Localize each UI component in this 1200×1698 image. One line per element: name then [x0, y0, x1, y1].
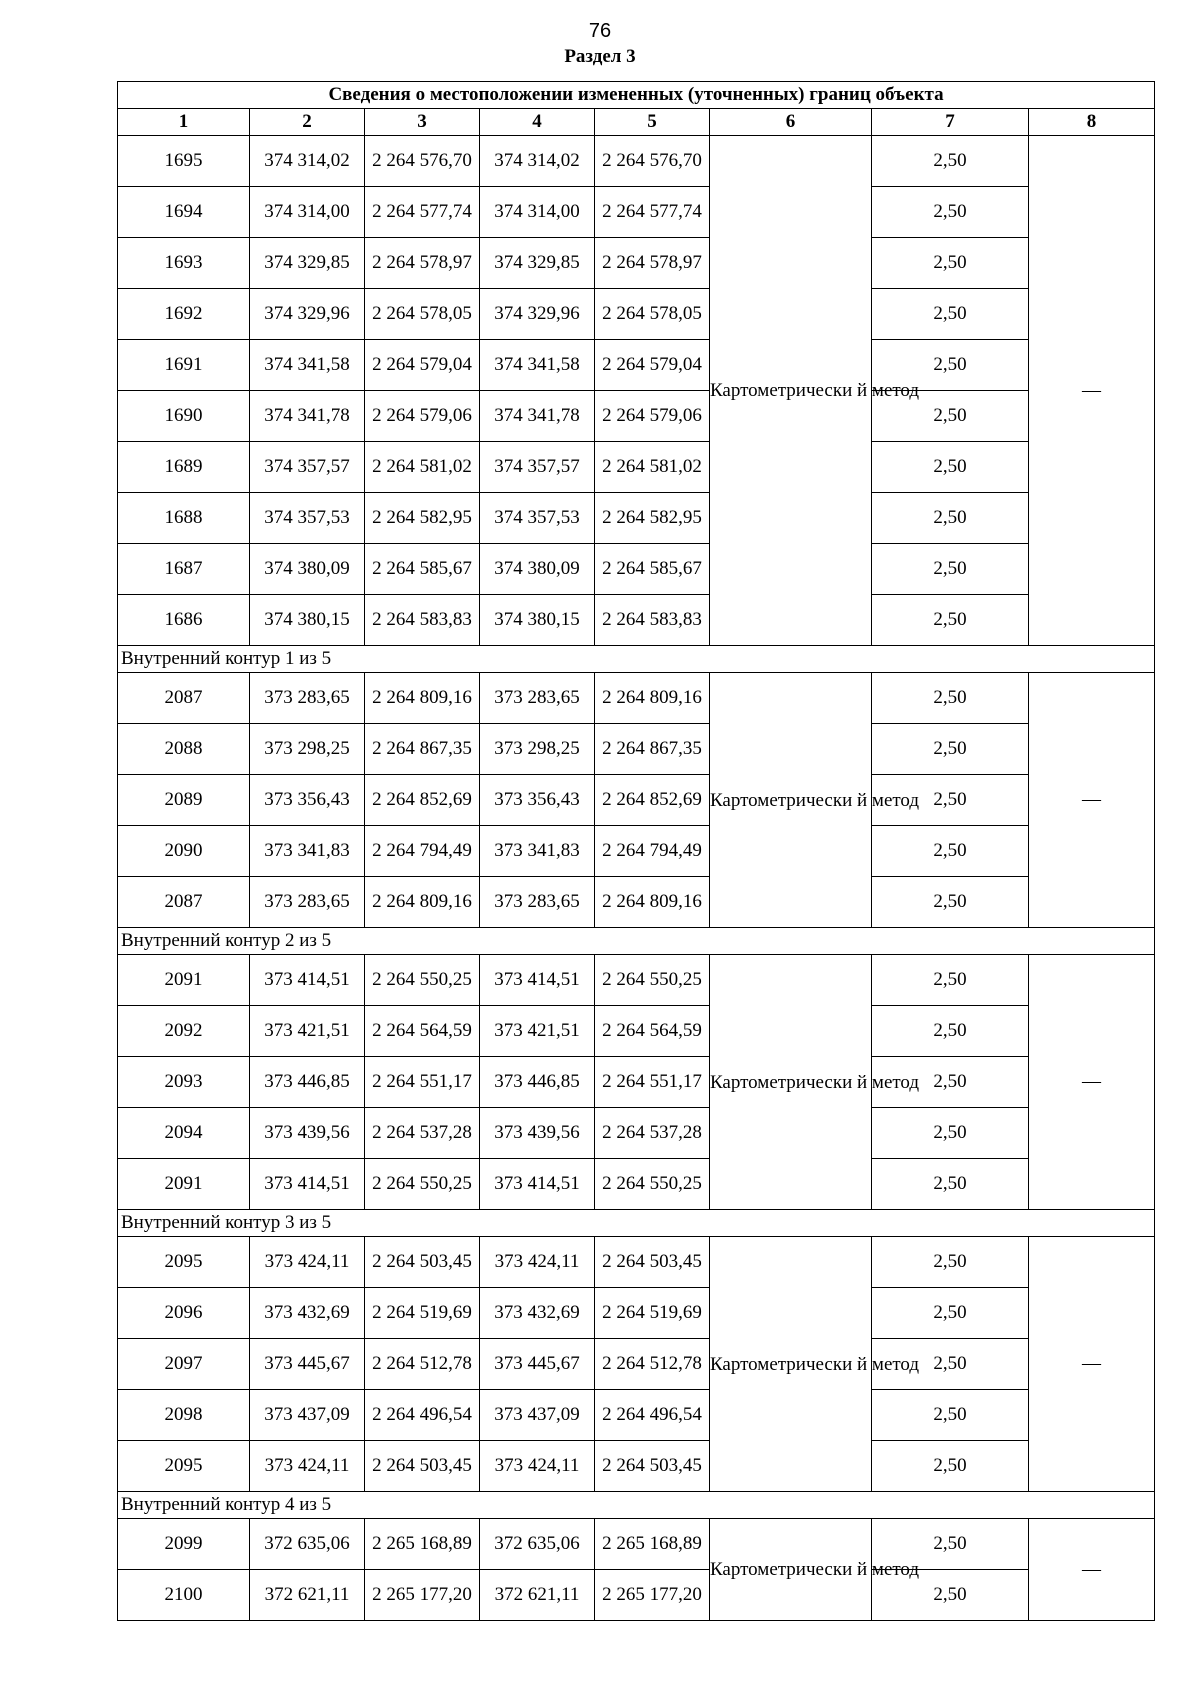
y-coordinate: 2 265 177,20: [365, 1570, 480, 1621]
x-coordinate-new: 373 283,65: [480, 877, 595, 928]
y-coordinate: 2 264 503,45: [365, 1237, 480, 1288]
table-row: [118, 826, 1155, 877]
y-coordinate-new: 2 264 579,04: [595, 340, 710, 391]
point-number: 1692: [118, 289, 250, 340]
x-coordinate: 373 414,51: [250, 955, 365, 1006]
y-coordinate-new: 2 264 537,28: [595, 1108, 710, 1159]
y-coordinate: 2 264 585,67: [365, 544, 480, 595]
point-number: 2092: [118, 1006, 250, 1057]
table-row: [118, 877, 1155, 928]
accuracy-value: 2,50: [872, 1159, 1029, 1210]
x-coordinate: 374 329,85: [250, 238, 365, 289]
table-row: [118, 340, 1155, 391]
x-coordinate-new: 373 446,85: [480, 1057, 595, 1108]
column-8-dash: —: [1029, 955, 1155, 1210]
accuracy-value: 2,50: [872, 877, 1029, 928]
accuracy-value: 2,50: [872, 1108, 1029, 1159]
method-cell: Картометрически й метод: [710, 1237, 872, 1492]
y-coordinate: 2 264 809,16: [365, 673, 480, 724]
accuracy-value: 2,50: [872, 442, 1029, 493]
y-coordinate: 2 264 579,04: [365, 340, 480, 391]
y-coordinate-new: 2 264 551,17: [595, 1057, 710, 1108]
y-coordinate: 2 264 577,74: [365, 187, 480, 238]
accuracy-value: 2,50: [872, 1519, 1029, 1570]
page-number: 76: [588, 20, 612, 42]
x-coordinate: 373 283,65: [250, 673, 365, 724]
x-coordinate-new: 372 621,11: [480, 1570, 595, 1621]
table-row: [118, 724, 1155, 775]
x-coordinate: 374 357,57: [250, 442, 365, 493]
accuracy-value: 2,50: [872, 493, 1029, 544]
y-coordinate: 2 264 496,54: [365, 1390, 480, 1441]
section-title: Раздел 3: [564, 46, 636, 67]
x-coordinate-new: 373 421,51: [480, 1006, 595, 1057]
y-coordinate: 2 264 519,69: [365, 1288, 480, 1339]
point-number: 2090: [118, 826, 250, 877]
x-coordinate-new: 374 314,00: [480, 187, 595, 238]
y-coordinate: 2 264 794,49: [365, 826, 480, 877]
y-coordinate: 2 264 583,83: [365, 595, 480, 646]
table-body: [118, 82, 1155, 1621]
column-number: 7: [872, 109, 1029, 136]
accuracy-value: 2,50: [872, 289, 1029, 340]
y-coordinate-new: 2 264 809,16: [595, 673, 710, 724]
table-row: [118, 1288, 1155, 1339]
method-cell: Картометрически й метод: [710, 1519, 872, 1621]
x-coordinate-new: 373 432,69: [480, 1288, 595, 1339]
y-coordinate: 2 264 582,95: [365, 493, 480, 544]
method-cell: Картометрически й метод: [710, 136, 872, 646]
table-caption: Сведения о местоположении измененных (уточненных) границ объекта: [118, 82, 1155, 109]
x-coordinate-new: 374 341,58: [480, 340, 595, 391]
point-number: 2093: [118, 1057, 250, 1108]
accuracy-value: 2,50: [872, 136, 1029, 187]
accuracy-value: 2,50: [872, 724, 1029, 775]
table-row: [118, 1006, 1155, 1057]
x-coordinate: 373 283,65: [250, 877, 365, 928]
point-number: 2100: [118, 1570, 250, 1621]
table-row: [118, 187, 1155, 238]
x-coordinate-new: 373 356,43: [480, 775, 595, 826]
accuracy-value: 2,50: [872, 595, 1029, 646]
column-8-dash: —: [1029, 1237, 1155, 1492]
point-number: 2098: [118, 1390, 250, 1441]
y-coordinate-new: 2 264 578,05: [595, 289, 710, 340]
column-number: 4: [480, 109, 595, 136]
accuracy-value: 2,50: [872, 187, 1029, 238]
point-number: 1694: [118, 187, 250, 238]
y-coordinate: 2 264 579,06: [365, 391, 480, 442]
x-coordinate-new: 372 635,06: [480, 1519, 595, 1570]
column-8-dash: —: [1029, 673, 1155, 928]
table-row: [118, 136, 1155, 187]
x-coordinate-new: 374 314,02: [480, 136, 595, 187]
accuracy-value: 2,50: [872, 1006, 1029, 1057]
x-coordinate: 373 439,56: [250, 1108, 365, 1159]
x-coordinate: 373 446,85: [250, 1057, 365, 1108]
y-coordinate: 2 264 537,28: [365, 1108, 480, 1159]
accuracy-value: 2,50: [872, 340, 1029, 391]
x-coordinate-new: 373 341,83: [480, 826, 595, 877]
accuracy-value: 2,50: [872, 1390, 1029, 1441]
table-row: [118, 1441, 1155, 1492]
contour-label-row: [118, 1492, 1155, 1519]
y-coordinate-new: 2 264 794,49: [595, 826, 710, 877]
column-number: 1: [118, 109, 250, 136]
point-number: 1691: [118, 340, 250, 391]
point-number: 2087: [118, 877, 250, 928]
x-coordinate-new: 374 329,85: [480, 238, 595, 289]
contour-label-row: [118, 928, 1155, 955]
y-coordinate-new: 2 264 583,83: [595, 595, 710, 646]
column-8-dash: —: [1029, 136, 1155, 646]
y-coordinate-new: 2 264 577,74: [595, 187, 710, 238]
column-number: 2: [250, 109, 365, 136]
y-coordinate: 2 264 578,97: [365, 238, 480, 289]
x-coordinate-new: 374 341,78: [480, 391, 595, 442]
column-number: 5: [595, 109, 710, 136]
point-number: 1687: [118, 544, 250, 595]
y-coordinate-new: 2 264 585,67: [595, 544, 710, 595]
x-coordinate-new: 373 445,67: [480, 1339, 595, 1390]
y-coordinate-new: 2 264 550,25: [595, 1159, 710, 1210]
table-row: [118, 238, 1155, 289]
contour-label: Внутренний контур 4 из 5: [118, 1492, 1155, 1519]
table-row: [118, 775, 1155, 826]
y-coordinate-new: 2 264 496,54: [595, 1390, 710, 1441]
y-coordinate-new: 2 265 168,89: [595, 1519, 710, 1570]
x-coordinate-new: 374 380,15: [480, 595, 595, 646]
x-coordinate: 374 380,09: [250, 544, 365, 595]
x-coordinate: 373 424,11: [250, 1237, 365, 1288]
x-coordinate-new: 373 437,09: [480, 1390, 595, 1441]
y-coordinate-new: 2 264 564,59: [595, 1006, 710, 1057]
boundary-coordinates-table: [117, 81, 1155, 1621]
table-caption-row: [118, 82, 1155, 109]
x-coordinate-new: 373 424,11: [480, 1237, 595, 1288]
table-row: [118, 1057, 1155, 1108]
contour-label: Внутренний контур 2 из 5: [118, 928, 1155, 955]
y-coordinate-new: 2 264 852,69: [595, 775, 710, 826]
table-row: [118, 1108, 1155, 1159]
y-coordinate: 2 264 551,17: [365, 1057, 480, 1108]
table-row: [118, 673, 1155, 724]
accuracy-value: 2,50: [872, 826, 1029, 877]
point-number: 2088: [118, 724, 250, 775]
method-cell: Картометрически й метод: [710, 955, 872, 1210]
y-coordinate-new: 2 264 503,45: [595, 1441, 710, 1492]
point-number: 2089: [118, 775, 250, 826]
table-row: [118, 442, 1155, 493]
column-8-dash: —: [1029, 1519, 1155, 1621]
point-number: 1693: [118, 238, 250, 289]
contour-label: Внутренний контур 3 из 5: [118, 1210, 1155, 1237]
y-coordinate: 2 264 809,16: [365, 877, 480, 928]
y-coordinate: 2 264 852,69: [365, 775, 480, 826]
table-row: [118, 595, 1155, 646]
x-coordinate: 373 414,51: [250, 1159, 365, 1210]
x-coordinate: 373 437,09: [250, 1390, 365, 1441]
x-coordinate: 373 424,11: [250, 1441, 365, 1492]
table-row: [118, 1519, 1155, 1570]
y-coordinate-new: 2 264 579,06: [595, 391, 710, 442]
y-coordinate: 2 264 503,45: [365, 1441, 480, 1492]
x-coordinate: 374 380,15: [250, 595, 365, 646]
x-coordinate: 373 356,43: [250, 775, 365, 826]
table-row: [118, 1237, 1155, 1288]
y-coordinate-new: 2 264 581,02: [595, 442, 710, 493]
x-coordinate-new: 373 414,51: [480, 1159, 595, 1210]
x-coordinate: 374 329,96: [250, 289, 365, 340]
y-coordinate: 2 264 512,78: [365, 1339, 480, 1390]
accuracy-value: 2,50: [872, 1339, 1029, 1390]
x-coordinate: 373 341,83: [250, 826, 365, 877]
column-number: 6: [710, 109, 872, 136]
y-coordinate-new: 2 264 503,45: [595, 1237, 710, 1288]
y-coordinate-new: 2 264 519,69: [595, 1288, 710, 1339]
point-number: 2094: [118, 1108, 250, 1159]
x-coordinate: 373 445,67: [250, 1339, 365, 1390]
table-row: [118, 1570, 1155, 1621]
point-number: 2091: [118, 955, 250, 1006]
accuracy-value: 2,50: [872, 955, 1029, 1006]
table-row: [118, 955, 1155, 1006]
x-coordinate-new: 373 439,56: [480, 1108, 595, 1159]
x-coordinate-new: 373 424,11: [480, 1441, 595, 1492]
x-coordinate: 373 432,69: [250, 1288, 365, 1339]
point-number: 1686: [118, 595, 250, 646]
y-coordinate-new: 2 265 177,20: [595, 1570, 710, 1621]
y-coordinate: 2 264 867,35: [365, 724, 480, 775]
table-row: [118, 391, 1155, 442]
x-coordinate: 372 621,11: [250, 1570, 365, 1621]
point-number: 2099: [118, 1519, 250, 1570]
table-row: [118, 289, 1155, 340]
method-cell: Картометрически й метод: [710, 673, 872, 928]
y-coordinate: 2 264 576,70: [365, 136, 480, 187]
x-coordinate: 374 314,00: [250, 187, 365, 238]
point-number: 1695: [118, 136, 250, 187]
x-coordinate: 373 298,25: [250, 724, 365, 775]
x-coordinate-new: 374 357,53: [480, 493, 595, 544]
x-coordinate-new: 373 283,65: [480, 673, 595, 724]
table-row: [118, 544, 1155, 595]
y-coordinate: 2 264 564,59: [365, 1006, 480, 1057]
point-number: 2095: [118, 1237, 250, 1288]
accuracy-value: 2,50: [872, 673, 1029, 724]
point-number: 2095: [118, 1441, 250, 1492]
accuracy-value: 2,50: [872, 544, 1029, 595]
contour-label-row: [118, 1210, 1155, 1237]
point-number: 1690: [118, 391, 250, 442]
x-coordinate-new: 373 298,25: [480, 724, 595, 775]
point-number: 2087: [118, 673, 250, 724]
table-row: [118, 1339, 1155, 1390]
point-number: 1688: [118, 493, 250, 544]
table-row: [118, 1159, 1155, 1210]
y-coordinate-new: 2 264 512,78: [595, 1339, 710, 1390]
y-coordinate: 2 264 578,05: [365, 289, 480, 340]
x-coordinate-new: 374 380,09: [480, 544, 595, 595]
column-numbers-row: [118, 109, 1155, 136]
y-coordinate-new: 2 264 578,97: [595, 238, 710, 289]
y-coordinate-new: 2 264 576,70: [595, 136, 710, 187]
accuracy-value: 2,50: [872, 1441, 1029, 1492]
y-coordinate-new: 2 264 867,35: [595, 724, 710, 775]
accuracy-value: 2,50: [872, 1288, 1029, 1339]
y-coordinate: 2 264 581,02: [365, 442, 480, 493]
y-coordinate: 2 264 550,25: [365, 955, 480, 1006]
point-number: 2097: [118, 1339, 250, 1390]
accuracy-value: 2,50: [872, 775, 1029, 826]
column-number: 3: [365, 109, 480, 136]
x-coordinate: 374 341,58: [250, 340, 365, 391]
column-number: 8: [1029, 109, 1155, 136]
accuracy-value: 2,50: [872, 1057, 1029, 1108]
y-coordinate: 2 265 168,89: [365, 1519, 480, 1570]
x-coordinate-new: 373 414,51: [480, 955, 595, 1006]
y-coordinate-new: 2 264 809,16: [595, 877, 710, 928]
contour-label: Внутренний контур 1 из 5: [118, 646, 1155, 673]
x-coordinate-new: 374 357,57: [480, 442, 595, 493]
x-coordinate: 372 635,06: [250, 1519, 365, 1570]
accuracy-value: 2,50: [872, 1570, 1029, 1621]
y-coordinate-new: 2 264 550,25: [595, 955, 710, 1006]
x-coordinate: 373 421,51: [250, 1006, 365, 1057]
point-number: 2091: [118, 1159, 250, 1210]
accuracy-value: 2,50: [872, 238, 1029, 289]
accuracy-value: 2,50: [872, 1237, 1029, 1288]
table-row: [118, 493, 1155, 544]
point-number: 1689: [118, 442, 250, 493]
x-coordinate: 374 314,02: [250, 136, 365, 187]
accuracy-value: 2,50: [872, 391, 1029, 442]
contour-label-row: [118, 646, 1155, 673]
x-coordinate: 374 357,53: [250, 493, 365, 544]
y-coordinate: 2 264 550,25: [365, 1159, 480, 1210]
table-row: [118, 1390, 1155, 1441]
x-coordinate: 374 341,78: [250, 391, 365, 442]
point-number: 2096: [118, 1288, 250, 1339]
y-coordinate-new: 2 264 582,95: [595, 493, 710, 544]
x-coordinate-new: 374 329,96: [480, 289, 595, 340]
